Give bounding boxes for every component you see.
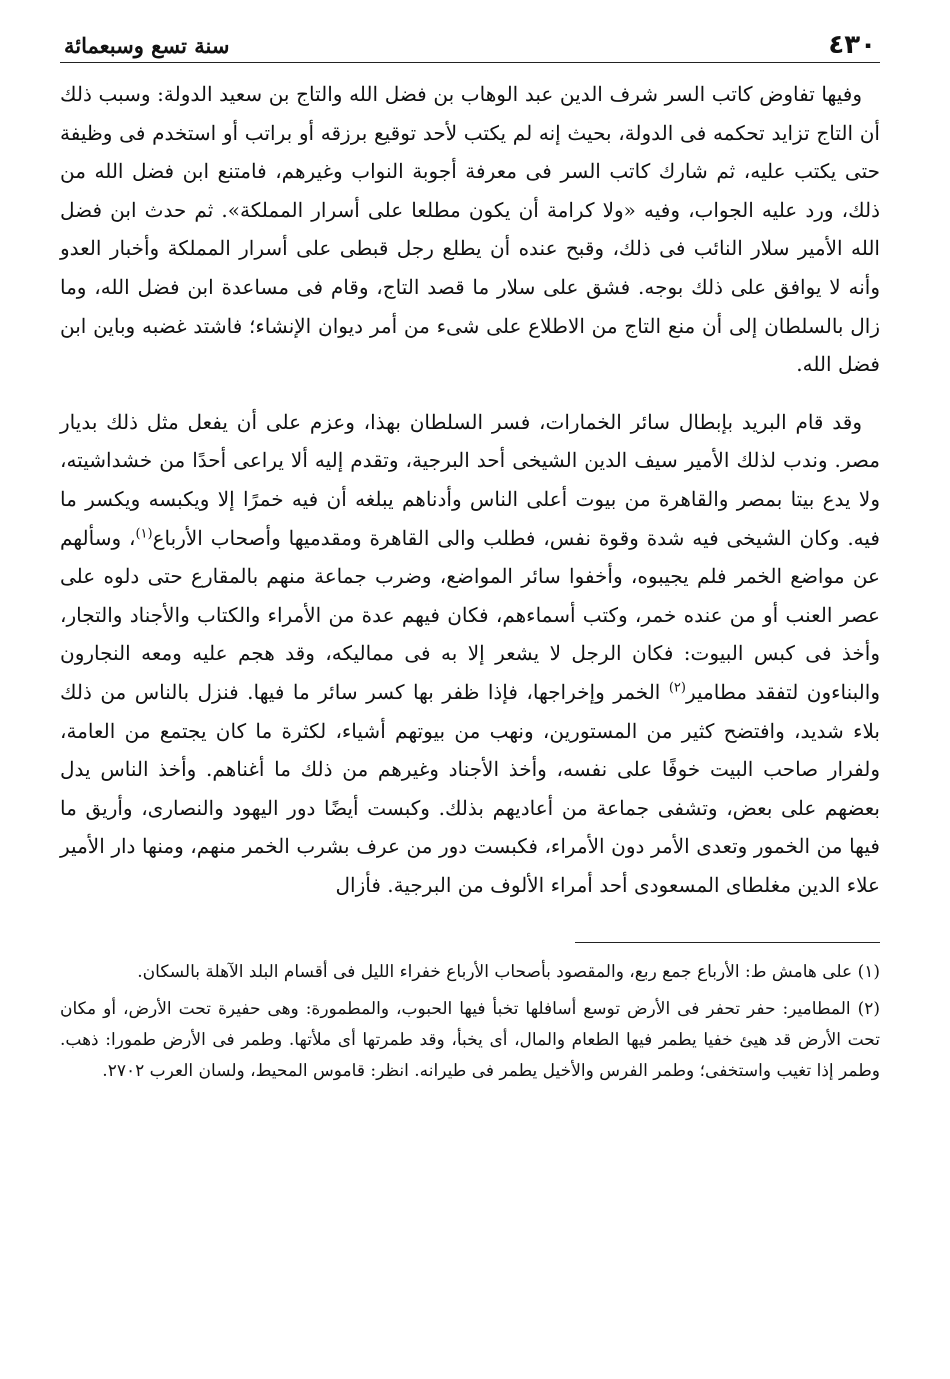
page-number: ٤٣٠ xyxy=(828,30,876,60)
book-page xyxy=(60,28,880,1363)
footnote-ref: (٢) xyxy=(668,680,686,696)
footnote-divider xyxy=(575,942,880,943)
paragraph xyxy=(60,403,880,905)
paragraph: وفيها تفاوض كاتب السر شرف الدين عبد الوهاب بن فضل الله والتاج بن سعيد الدولة: وسبب ذلك أن التاج تزايد تحكمه فى الدولة، بحيث إنه لم يكتب لأحد توقيع برزقه أو براتب أو استخدم فى وظيفة حتى يكتب عليه، ثم شارك كاتب السر فى معرفة أجوبة النواب وغيرهم، فامتنع ابن فضل الله من ذلك، ورد عليه الجواب، وفيه «ولا كرامة أن يكون مطلعا على أسرار المملكة». ثم حدث ابن فضل الله الأمير سلار النائب فى ذلك، وقبح عنده أن يطلع رجل قبطى على أسرار المملكة وأخبار العدو وأنه لا يوافق على ذلك بوجه. فشق على سلار ما قصد التاج، وقام فى مساعدة ابن فضل الله، وما زال بالسلطان إلى أن منع التاج من الاطلاع على شىء من أمر ديوان الإنشاء؛ فاشتد غضبه وباين ابن فضل الله. xyxy=(60,82,880,377)
footnotes xyxy=(60,957,880,1087)
footnote-ref: (١) xyxy=(135,525,153,541)
page-header xyxy=(60,28,880,63)
paragraph-text: ، وسألهم عن مواضع الخمر فلم يجيبوه، وأخفوا سائر المواضع، وضرب جماعة منهم بالمقارع حتى دلوه على عصر العنب أو من عنده خمر، وكتب أسماءهم، فكان فيهم عدة من الأمراء والكتاب والأجناد والتجار، وأخذ فى كبس البيوت: فكان الرجل لا يشعر إلا به فى مماليكه، وقد هجم عليه ومعه النجارون والبناءون لتفقد مطامير xyxy=(60,525,880,704)
footnote: (١) على هامش ط: الأرباع جمع ربع، والمقصود بأصحاب الأرباع خفراء الليل فى أقسام البلد الآهلة بالسكان. xyxy=(137,962,880,983)
running-title: سنة تسع وسبعمائة xyxy=(64,33,230,58)
paragraph-text: وقد قام البريد بإبطال سائر الخمارات، فسر السلطان بهذا، وعزم على أن يفعل مثل ذلك بديار مصر. وندب لذلك الأمير سيف الدين الشيخى أحد البرجية، وتقدم إليه ألا يراعى أحدًا من خشداشيته، ولا يدع بيتا بمصر والقاهرة من بيوت أعلى الناس وأدناهم يبلغه أن فيه خمرًا إلا ويكبسه ويكسر ما فيه. وكان الشيخى فيه شدة وقوة نفس، فطلب والى القاهرة ومقدميها وأصحاب الأرباع xyxy=(60,409,880,550)
paragraph-text: الخمر وإخراجها، فإذا ظفر بها كسر سائر ما فيها. فنزل بالناس من ذلك بلاء شديد، وافتضح كثير من المستورين، ونهب من بيوتهم أشياء، لكثرة ما كان يجتمع من العامة، ولفرار صاحب البيت خوفًا على نفسه، وأخذ الأجناد وغيرهم من ذلك ما أغناهم. وأخذ الناس يدل بعضهم على بعض، وتشفى جماعة من أعاديهم بذلك. وكبست أيضًا دور اليهود والنصارى، وأريق ما فيها من الخمور وتعدى الأمر دون الأمراء، فكبست دور من عرف بشرب الخمر منهم، ومنها دار الأمير علاء الدين مغلطاى المسعودى أحد أمراء الألوف من البرجية. فأزال xyxy=(60,679,880,897)
main-text xyxy=(60,75,880,904)
footnote: (٢) المطامير: حفر تحفر فى الأرض توسع أسافلها تخبأ فيها الحبوب، والمطمورة: وهى حفيرة تحت الأرض، أو مكان تحت الأرض قد هيئ خفيا يطمر فيها الطعام والمال، أى يخبأ، وقد طمرتها أى ملأتها. وطمر فى الأرض طمورا: ذهب. وطمر إذا تغيب واستخفى؛ وطمر الفرس والأخيل يطمر فى طيرانه. انظر: قاموس المحيط، ولسان العرب ٢٧٠٢. xyxy=(60,999,880,1082)
